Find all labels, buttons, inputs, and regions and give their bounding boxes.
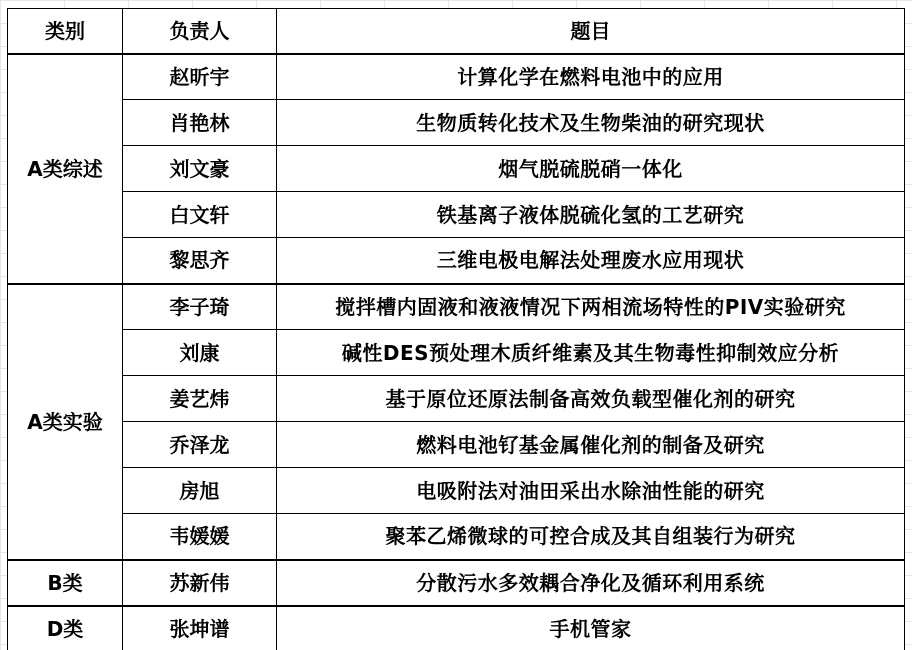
table-row: [8, 238, 905, 284]
table-row: [8, 560, 905, 606]
title-cell[interactable]: 铁基离子液体脱硫化氢的工艺研究: [277, 192, 905, 238]
title-cell[interactable]: 生物质转化技术及生物柴油的研究现状: [277, 100, 905, 146]
person-cell[interactable]: 肖艳林: [123, 100, 277, 146]
table-row: [8, 514, 905, 560]
person-cell[interactable]: 苏新伟: [123, 560, 277, 606]
title-cell[interactable]: 搅拌槽内固液和液液情况下两相流场特性的PIV实验研究: [277, 284, 905, 330]
title-cell[interactable]: 电吸附法对油田采出水除油性能的研究: [277, 468, 905, 514]
table-header-row: [8, 9, 905, 54]
person-cell[interactable]: 房旭: [123, 468, 277, 514]
title-cell[interactable]: 燃料电池钌基金属催化剂的制备及研究: [277, 422, 905, 468]
person-cell[interactable]: 李子琦: [123, 284, 277, 330]
person-cell[interactable]: 张坤谱: [123, 606, 277, 650]
title-cell[interactable]: 聚苯乙烯微球的可控合成及其自组装行为研究: [277, 514, 905, 560]
person-cell[interactable]: 赵昕宇: [123, 54, 277, 100]
topic-assignment-table: [7, 8, 905, 650]
table-row: [8, 100, 905, 146]
header-person[interactable]: 负责人: [123, 9, 277, 54]
person-cell[interactable]: 刘文豪: [123, 146, 277, 192]
person-cell[interactable]: 黎思齐: [123, 238, 277, 284]
title-cell[interactable]: 烟气脱硫脱硝一体化: [277, 146, 905, 192]
header-title[interactable]: 题目: [277, 9, 905, 54]
table-row: [8, 330, 905, 376]
person-cell[interactable]: 韦媛媛: [123, 514, 277, 560]
table-row: [8, 468, 905, 514]
title-cell[interactable]: 计算化学在燃料电池中的应用: [277, 54, 905, 100]
table-row: [8, 376, 905, 422]
title-cell[interactable]: 碱性DES预处理木质纤维素及其生物毒性抑制效应分析: [277, 330, 905, 376]
header-category[interactable]: 类别: [8, 9, 123, 54]
table-row: [8, 606, 905, 650]
category-cell[interactable]: B类: [8, 560, 123, 606]
table-row: [8, 192, 905, 238]
person-cell[interactable]: 刘康: [123, 330, 277, 376]
table-row: [8, 284, 905, 330]
person-cell[interactable]: 白文轩: [123, 192, 277, 238]
person-cell[interactable]: 乔泽龙: [123, 422, 277, 468]
category-cell[interactable]: A类综述: [8, 54, 123, 284]
category-cell[interactable]: A类实验: [8, 284, 123, 560]
category-cell[interactable]: D类: [8, 606, 123, 650]
title-cell[interactable]: 手机管家: [277, 606, 905, 650]
table-row: [8, 422, 905, 468]
title-cell[interactable]: 基于原位还原法制备高效负载型催化剂的研究: [277, 376, 905, 422]
table-row: [8, 54, 905, 100]
title-cell[interactable]: 分散污水多效耦合净化及循环利用系统: [277, 560, 905, 606]
table-row: [8, 146, 905, 192]
title-cell[interactable]: 三维电极电解法处理废水应用现状: [277, 238, 905, 284]
person-cell[interactable]: 姜艺炜: [123, 376, 277, 422]
